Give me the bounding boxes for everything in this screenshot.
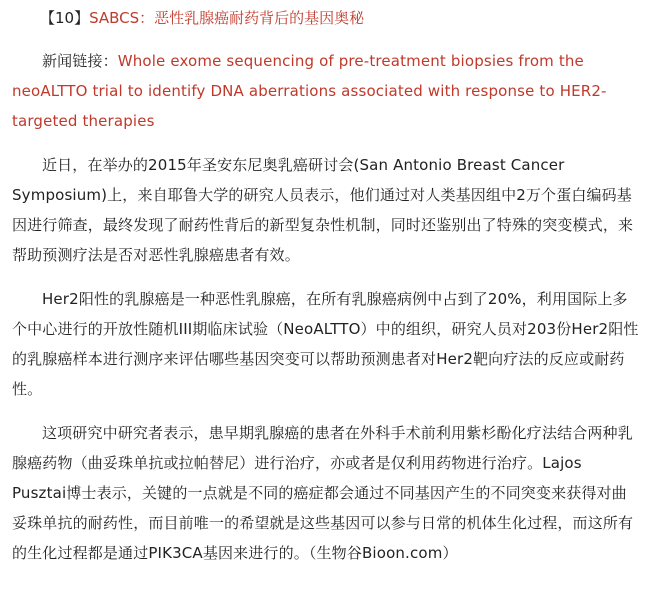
news-link-paragraph <box>12 46 640 136</box>
title-index: 【10】 <box>40 9 90 27</box>
paragraph-3: 这项研究中研究者表示，患早期乳腺癌的患者在外科手术前利用紫杉酚化疗法结合两种乳腺癌药物（曲妥珠单抗或拉帕替尼）进行治疗，亦或者是仅利用药物进行治疗。Lajos Pusztai博士表示，关键的一点就是不同的癌症都会通过不同基因产生的不同突变来获得对曲妥珠单抗的耐药性，而目前唯一的希望就是这些基因可以参与日常的机体生化过程，而这所有的生化过程都是通过PIK3CA基因来进行的。（生物谷Bioon.com） <box>12 424 634 562</box>
article-title <box>12 6 640 30</box>
news-link[interactable]: Whole exome sequencing of pre-treatment biopsies from the neoALTTO trial to identify DNA aberrations associated with response to HER2-targeted therapies <box>12 52 607 130</box>
news-link-label: 新闻链接： <box>42 52 118 70</box>
paragraph-1: 近日，在举办的2015年圣安东尼奥乳癌研讨会(San Antonio Breast Cancer Symposium)上，来自耶鲁大学的研究人员表示，他们通过对人类基因组中2万个蛋白编码基因进行筛查，最终发现了耐药性背后的新型复杂性机制，同时还鉴别出了特殊的突变模式，来帮助预测疗法是否对恶性乳腺癌患者有效。 <box>12 156 634 264</box>
paragraph-2: Her2阳性的乳腺癌是一种恶性乳腺癌，在所有乳腺癌病例中占到了20%，利用国际上多个中心进行的开放性随机III期临床试验（NeoALTTO）中的组织，研究人员对203份Her2阳性的乳腺癌样本进行测序来评估哪些基因突变可以帮助预测患者对Her2靶向疗法的反应或耐药性。 <box>12 290 639 398</box>
title-text: SABCS：恶性乳腺癌耐药背后的基因奥秘 <box>89 9 365 27</box>
